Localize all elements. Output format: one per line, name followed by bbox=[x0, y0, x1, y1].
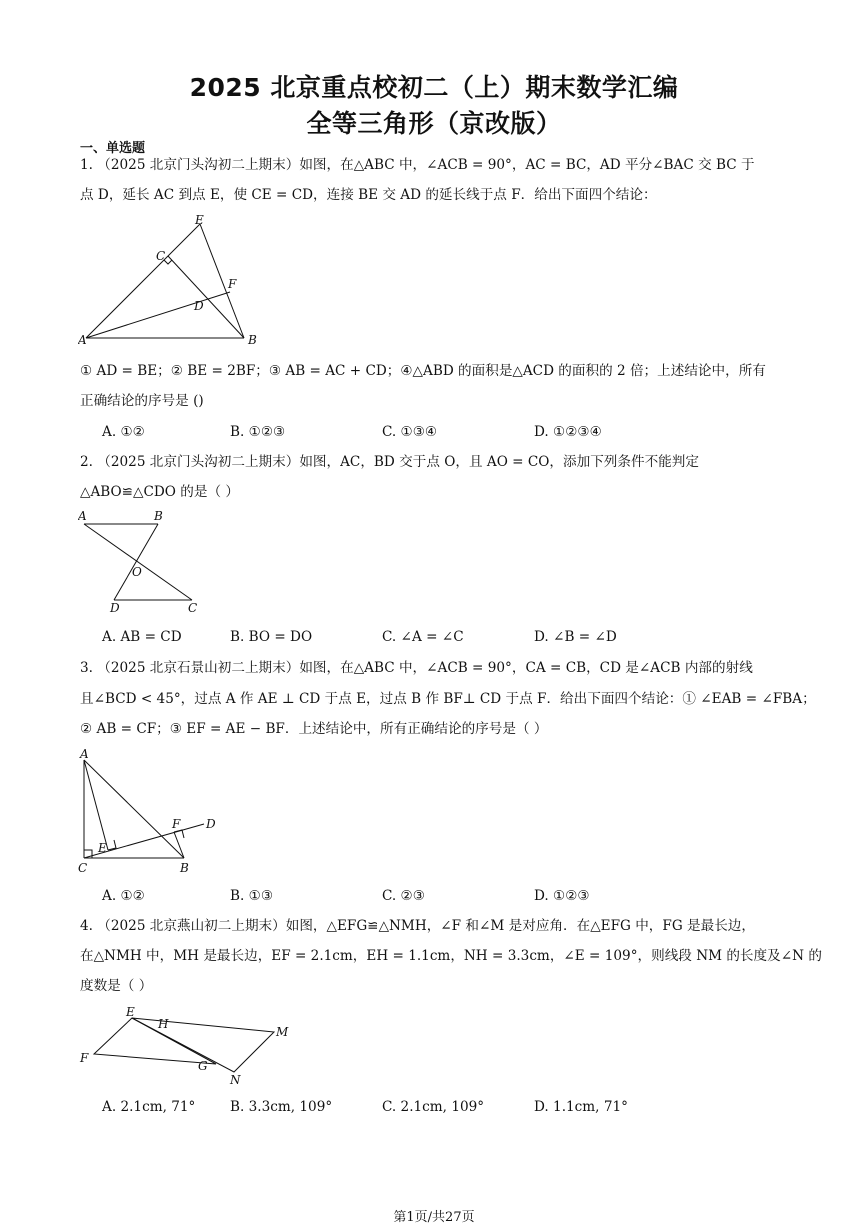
q3-line-1: 3. （2025 北京石景山初二上期末）如图，在△ABC 中，∠ACB = 90°，CA = CB，CD 是∠ACB 内部的射线 bbox=[80, 660, 753, 676]
q4-label-E: E bbox=[126, 1005, 135, 1019]
q4-figure bbox=[78, 1002, 298, 1088]
section-heading: 一、单选题 bbox=[80, 141, 146, 156]
q2-figure bbox=[78, 508, 208, 616]
q4-line-3: 度数是（ ） bbox=[80, 978, 153, 994]
q4-label-N: N bbox=[230, 1073, 241, 1087]
q3-label-C: C bbox=[78, 861, 88, 875]
q1-label-D: D bbox=[194, 299, 204, 313]
q1-option-d[interactable]: D. ①②③④ bbox=[534, 424, 602, 440]
q2-label-A: A bbox=[78, 509, 87, 523]
q1-line-1: 1. （2025 北京门头沟初二上期末）如图，在△ABC 中，∠ACB = 90°，AC = BC，AD 平分∠BAC 交 BC 于 bbox=[80, 157, 755, 173]
q4-line-1: 4. （2025 北京燕山初二上期末）如图，△EFG≌△NMH，∠F 和∠M 是对应角．在△EFG 中，FG 是最长边， bbox=[80, 918, 755, 934]
document-title-line1: 2025 北京重点校初二（上）期末数学汇编 bbox=[189, 73, 679, 102]
q4-option-b[interactable]: B. 3.3cm, 109° bbox=[230, 1099, 333, 1115]
q1-label-F: F bbox=[228, 277, 237, 291]
q2-label-O: O bbox=[132, 565, 142, 579]
q2-option-b[interactable]: B. BO = DO bbox=[230, 629, 313, 645]
q1-label-A: A bbox=[78, 333, 87, 347]
q4-option-d[interactable]: D. 1.1cm, 71° bbox=[534, 1099, 628, 1115]
q3-label-D: D bbox=[206, 817, 216, 831]
q3-line-2: 且∠BCD < 45°，过点 A 作 AE ⊥ CD 于点 E，过点 B 作 BF⊥ CD 于点 F．给出下面四个结论：① ∠EAB = ∠FBA； bbox=[80, 691, 816, 707]
q2-line-1: 2. （2025 北京门头沟初二上期末）如图，AC，BD 交于点 O，且 AO = CO，添加下列条件不能判定 bbox=[80, 454, 699, 470]
q2-label-C: C bbox=[188, 601, 198, 615]
q3-figure bbox=[78, 746, 223, 876]
q1-option-b[interactable]: B. ①②③ bbox=[230, 424, 286, 440]
q2-option-c[interactable]: C. ∠A = ∠C bbox=[382, 629, 464, 645]
q2-option-a[interactable]: A. AB = CD bbox=[102, 629, 182, 645]
q3-option-d[interactable]: D. ①②③ bbox=[534, 888, 590, 904]
q1-label-C: C bbox=[156, 249, 166, 263]
q3-line-3: ② AB = CF；③ EF = AE − BF．上述结论中，所有正确结论的序号是（ ） bbox=[80, 721, 548, 737]
q1-label-B: B bbox=[248, 333, 257, 347]
q4-option-c[interactable]: C. 2.1cm, 109° bbox=[382, 1099, 485, 1115]
q3-label-A: A bbox=[80, 747, 89, 761]
q2-label-B: B bbox=[154, 509, 163, 523]
q1-figure bbox=[78, 212, 268, 348]
q4-label-M: M bbox=[276, 1025, 289, 1039]
q4-label-H: H bbox=[158, 1017, 169, 1031]
q2-line-2: △ABO≌△CDO 的是（ ） bbox=[80, 484, 239, 500]
q1-line-3: ① AD = BE；② BE = 2BF；③ AB = AC + CD；④△ABD 的面积是△ACD 的面积的 2 倍；上述结论中，所有 bbox=[80, 363, 766, 379]
q1-line-4: 正确结论的序号是 () bbox=[80, 393, 204, 409]
q4-line-2: 在△NMH 中，MH 是最长边，EF = 2.1cm，EH = 1.1cm，NH = 3.3cm，∠E = 109°，则线段 NM 的长度及∠N 的 bbox=[80, 948, 822, 964]
q3-label-B: B bbox=[180, 861, 189, 875]
q3-option-a[interactable]: A. ①② bbox=[102, 888, 145, 904]
q3-option-b[interactable]: B. ①③ bbox=[230, 888, 274, 904]
q4-label-G: G bbox=[198, 1059, 208, 1073]
q1-line-2: 点 D，延长 AC 到点 E，使 CE = CD，连接 BE 交 AD 的延长线于点 F．给出下面四个结论： bbox=[80, 187, 657, 203]
document-title-line2: 全等三角形（京改版） bbox=[306, 109, 562, 138]
q1-option-a[interactable]: A. ①② bbox=[102, 424, 145, 440]
q3-label-F: F bbox=[172, 817, 181, 831]
q1-option-c[interactable]: C. ①③④ bbox=[382, 424, 438, 440]
q1-label-E: E bbox=[195, 213, 204, 227]
q2-option-d[interactable]: D. ∠B = ∠D bbox=[534, 629, 617, 645]
q3-option-c[interactable]: C. ②③ bbox=[382, 888, 425, 904]
q4-label-F: F bbox=[80, 1051, 89, 1065]
q2-label-D: D bbox=[110, 601, 120, 615]
q4-option-a[interactable]: A. 2.1cm, 71° bbox=[102, 1099, 196, 1115]
q3-label-E: E bbox=[98, 841, 107, 855]
page-footer: 第1页/共27页 bbox=[393, 1210, 475, 1225]
